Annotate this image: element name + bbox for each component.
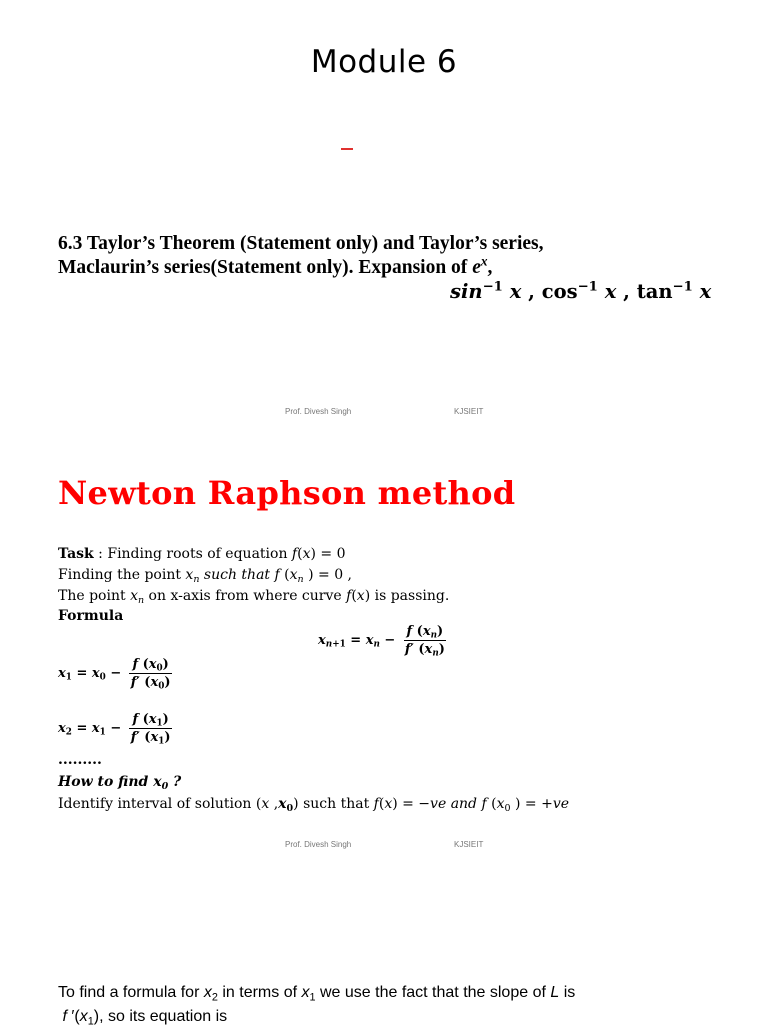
footer-author-2: Prof. Divesh Singh — [285, 840, 352, 849]
task-label: Task — [58, 546, 94, 562]
task-line — [58, 546, 345, 562]
footer-institute: KJSIEIT — [454, 407, 484, 416]
ellipsis-dots: ......... — [58, 752, 102, 768]
general-formula: $x_{n+1} = x_n$ − $\frac{f (x_n)}{f' (x_n)}$ — [318, 624, 448, 657]
identify-line: Identify interval of solution (x $,x_0$) such that f(x) = −ve and f ($x_0$ ) = +ve — [58, 796, 570, 814]
passing-c: is passing. — [370, 588, 450, 604]
passing-line: The point $x_n$ on x-axis from where curve f(x) is passing. — [58, 588, 450, 606]
x1-formula: $x_1 = x_0$ − $\frac{f (x_0)}{f' (x_0)}$ — [58, 657, 174, 690]
line1-a: To find a formula for — [58, 984, 204, 1001]
task-text: : Finding roots of equation — [93, 546, 292, 562]
line1-b: in terms of — [217, 984, 302, 1001]
line1-c: we use the fact that the slope of — [315, 984, 551, 1001]
general-fraction: $\frac{f (x_n)}{f' (x_n)}$ — [404, 624, 445, 659]
red-dash-mark — [341, 148, 353, 150]
section-heading: 6.3 Taylor’s Theorem (Statement only) and Taylor’s series, Maclaurin’s series(Statement only). Expansion of $e^x$, — [58, 233, 544, 278]
how-to-find-line: How to find $x_0$ ? — [58, 774, 182, 792]
x2-fraction: $\frac{f (x_1)}{f' (x_1)}$ — [130, 712, 171, 747]
x2-formula: $x_2 = x_1$ − $\frac{f (x_1)}{f' (x_1)}$ — [58, 712, 174, 745]
formula-label: Formula — [58, 608, 124, 624]
module-title: Module 6 — [310, 44, 458, 80]
line2-b: , so its equation is — [99, 1008, 228, 1025]
point-text-a: Finding the point — [58, 567, 186, 583]
task-equation: f(x) = 0 — [291, 546, 346, 562]
heading-line2: Maclaurin’s series(Statement only). Expansion of — [58, 257, 473, 278]
point-line: Finding the point $x_n$ such that f ($x_n$ ) = 0 , — [58, 567, 353, 585]
identify-b: such that — [298, 796, 374, 812]
inverse-trig-list: $\sin^{-1} x$ , $\cos^{-1} x$ , $\tan^{-1} x$ — [450, 279, 712, 303]
heading-line1: 6.3 Taylor’s Theorem (Statement only) and Taylor’s series, — [58, 233, 544, 254]
slope-paragraph: To find a formula for $x_2$ in terms of $x_1$ we use the fact that the slope of L is f $'(x_1)$, so its equation is — [58, 984, 576, 1028]
point-text-b: such that — [199, 567, 275, 583]
x1-fraction: $\frac{f (x_0)}{f' (x_0)}$ — [130, 657, 171, 692]
footer-author: Prof. Divesh Singh — [285, 407, 352, 416]
newton-raphson-title: Newton Raphson method — [58, 474, 516, 512]
identify-a: Identify interval of solution — [58, 796, 256, 812]
passing-a: The point — [58, 588, 131, 604]
footer-institute-2: KJSIEIT — [454, 840, 484, 849]
line1-d: is — [559, 984, 576, 1001]
exp-math: $e^x$ — [472, 253, 488, 278]
how-label: How to find — [58, 774, 154, 790]
passing-b: on x-axis from where curve — [144, 588, 347, 604]
